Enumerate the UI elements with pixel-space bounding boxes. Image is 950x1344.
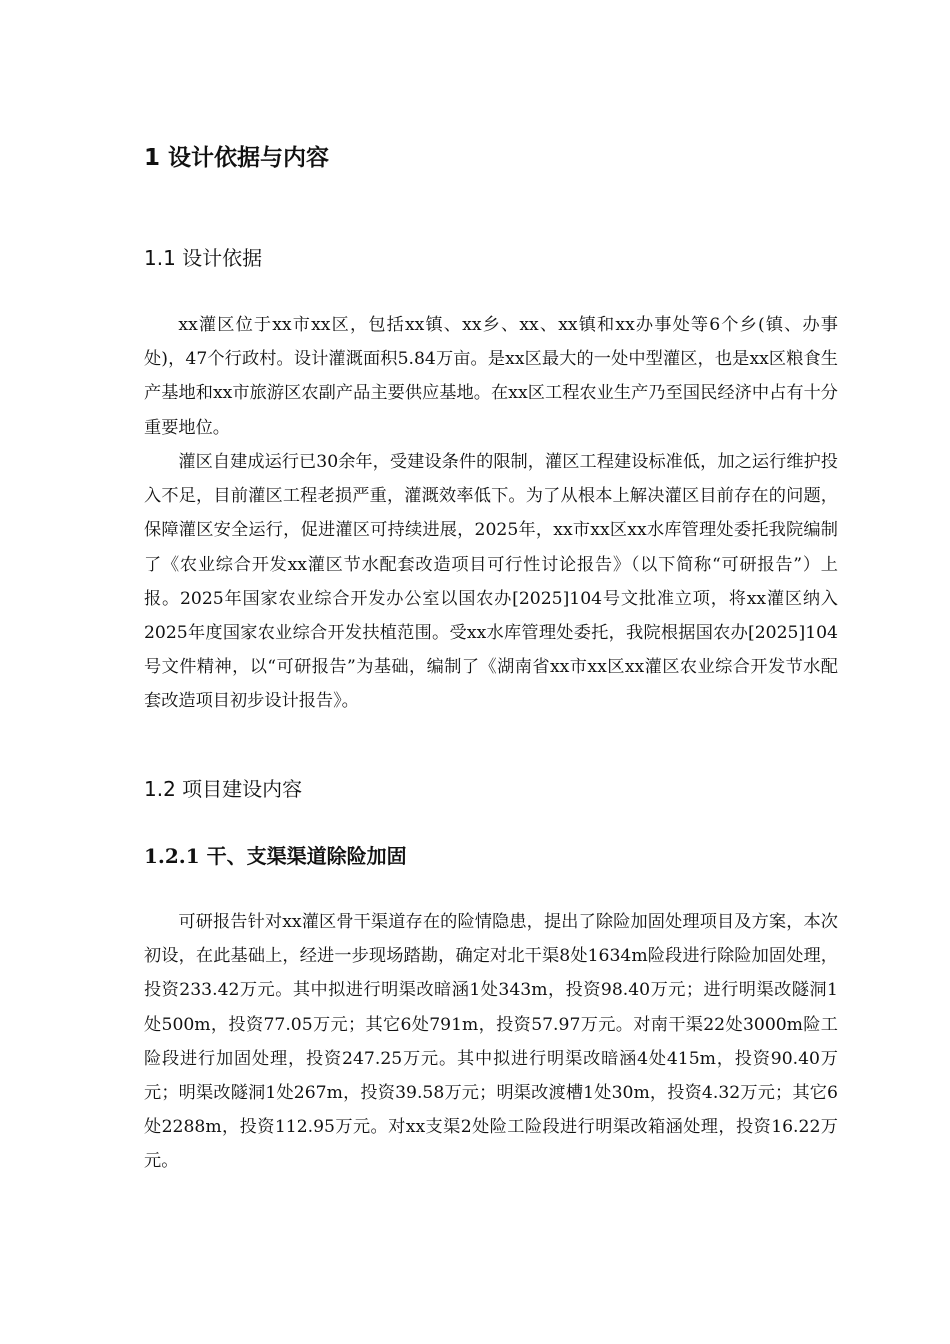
document-page: [144, 0, 838, 1344]
paragraph-canal-reinforcement: 可研报告针对xx灌区骨干渠道存在的险情隐患，提出了除险加固处理项目及方案，本次初设，在此基础上，经进一步现场踏勘，确定对北干渠8处1634m险段进行除险加固处理，投资233.42万元。其中拟进行明渠改暗涵1处343m，投资98.40万元；进行明渠改隧洞1处500m，投资77.05万元；其它6处791m，投资57.97万元。对南干渠22处3000m险工险段进行加固处理，投资247.25万元。其中拟进行明渠改暗涵4处415m，投资90.40万元；明渠改隧洞1处267m，投资39.58万元；明渠改渡槽1处30m，投资4.32万元；其它6处2288m，投资112.95万元。对xx支渠2处险工险段进行明渠改箱涵处理，投资16.22万元。: [144, 912, 838, 1172]
subsection-heading-1-2-1: 1.2.1 干、支渠渠道除险加固: [144, 844, 407, 868]
chapter-heading: 1 设计依据与内容: [144, 145, 330, 171]
section-heading-1-1: 1.1 设计依据: [144, 246, 263, 270]
paragraph-irrigation-overview: xx灌区位于xx市xx区，包括xx镇、xx乡、xx、xx镇和xx办事处等6个乡(镇、办事处)，47个行政村。设计灌溉面积5.84万亩。是xx区最大的一处中型灌区，也是xx区粮食生产基地和xx市旅游区农副产品主要供应基地。在xx区工程农业生产乃至国民经济中占有十分重要地位。: [144, 315, 838, 438]
section-heading-1-2: 1.2 项目建设内容: [144, 777, 303, 801]
paragraph-project-background: 灌区自建成运行已30余年，受建设条件的限制，灌区工程建设标准低，加之运行维护投入不足，目前灌区工程老损严重，灌溉效率低下。为了从根本上解决灌区目前存在的问题，保障灌区安全运行，促进灌区可持续进展，2025年，xx市xx区xx水库管理处委托我院编制了《农业综合开发xx灌区节水配套改造项目可行性讨论报告》（以下简称“可研报告”）上报。2025年国家农业综合开发办公室以国农办[2025]104号文批准立项，将xx灌区纳入2025年度国家农业综合开发扶植范围。受xx水库管理处委托，我院根据国农办[2025]104号文件精神，以“可研报告”为基础，编制了《湖南省xx市xx区xx灌区农业综合开发节水配套改造项目初步设计报告》。: [144, 452, 838, 712]
